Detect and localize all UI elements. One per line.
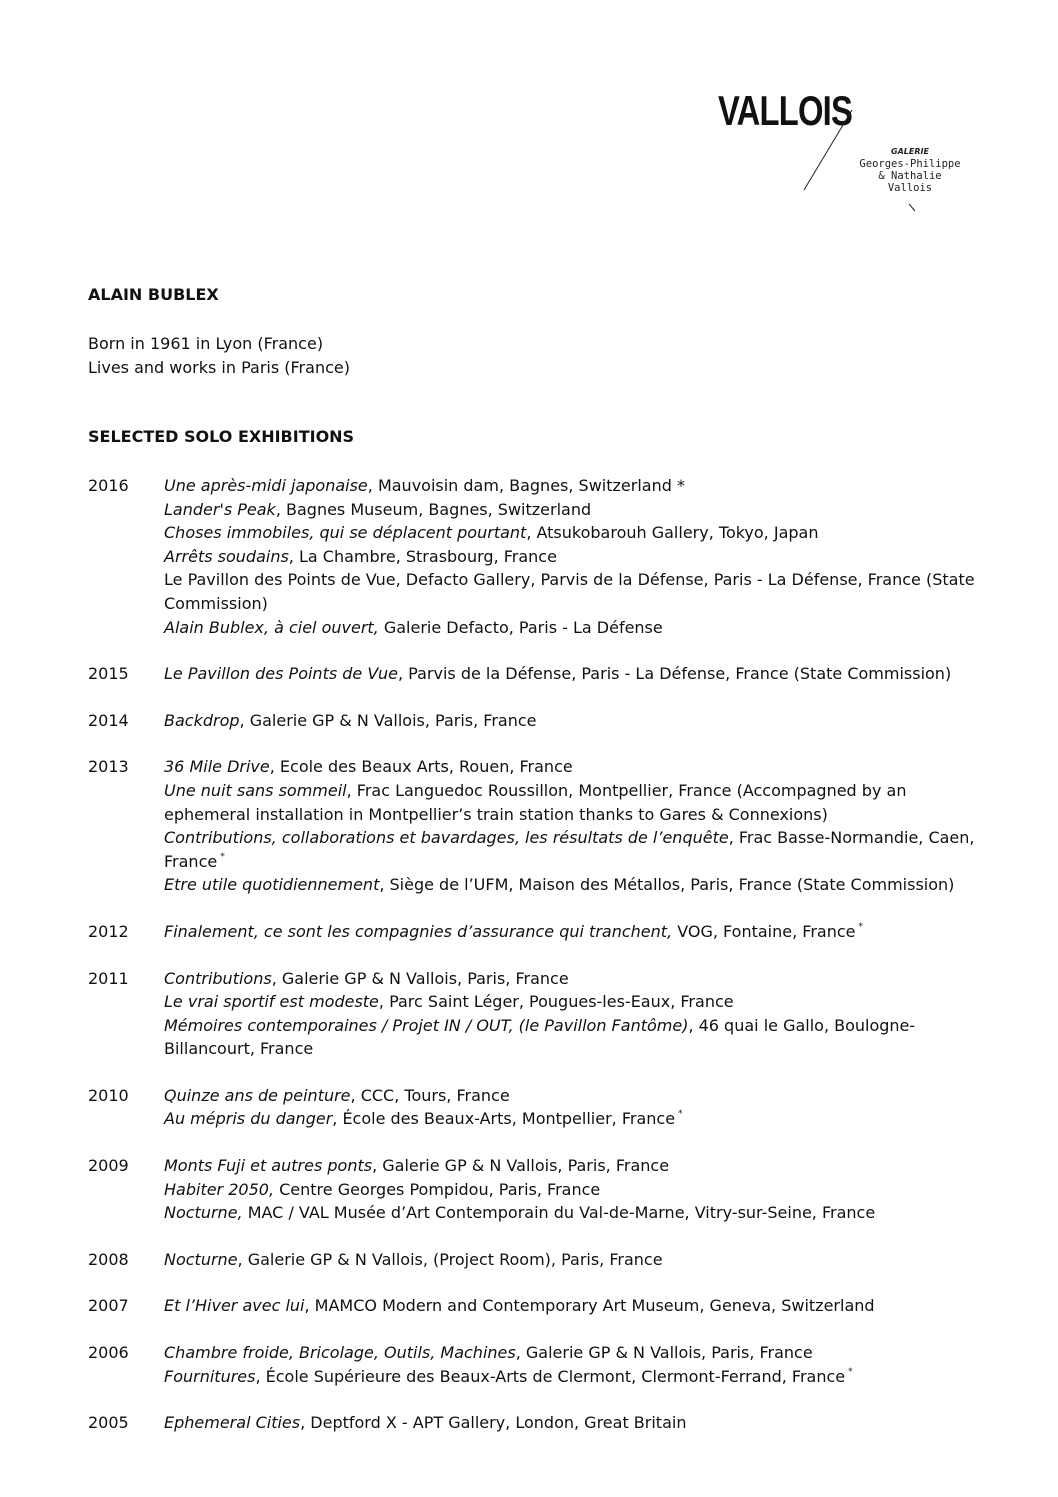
- exhibition-title: Fournitures: [164, 1366, 256, 1386]
- exhibition-venue: , Galerie GP & N Vallois, (Project Room), Paris, France: [237, 1249, 663, 1269]
- year-block: [88, 709, 988, 733]
- exhibition-entry: [164, 568, 988, 615]
- exhibition-year: 2011: [88, 968, 129, 988]
- year-block: [88, 1154, 988, 1225]
- exhibition-title: 36 Mile Drive: [164, 757, 270, 777]
- exhibition-items: [164, 920, 988, 944]
- exhibition-title: Alain Bublex, à ciel ouvert,: [164, 617, 379, 637]
- exhibition-entry: [164, 662, 988, 686]
- exhibition-items: [164, 967, 988, 1061]
- exhibition-title: Backdrop: [164, 710, 240, 730]
- exhibition-entry: [164, 521, 988, 545]
- exhibition-title: Une après-midi japonaise: [164, 476, 368, 495]
- exhibition-items: [164, 1248, 988, 1272]
- exhibition-title: Nocturne,: [164, 1203, 243, 1223]
- exhibition-year: 2008: [88, 1249, 129, 1269]
- exhibition-year: 2009: [88, 1156, 129, 1176]
- year-block: [88, 1294, 988, 1318]
- year-block: [88, 1084, 988, 1131]
- exhibition-venue: , Galerie GP & N Vallois, Paris, France: [271, 968, 569, 988]
- exhibition-title: Contributions: [164, 968, 272, 988]
- exhibition-entry: [164, 498, 988, 522]
- logo-subtitle: [840, 146, 980, 194]
- exhibition-entry: [164, 1178, 988, 1202]
- footnote-mark: *: [678, 1109, 683, 1120]
- exhibition-venue: , Parc Saint Léger, Pougues-les-Eaux, France: [378, 992, 734, 1012]
- exhibition-list: [88, 474, 988, 1458]
- exhibition-entry: [164, 616, 988, 640]
- logo-line3: Vallois: [887, 182, 933, 194]
- exhibition-title: Arrêts soudains: [164, 546, 289, 566]
- logo-wordmark: VALLOIS: [718, 87, 853, 134]
- artist-bio: [88, 332, 350, 380]
- exhibition-title: Monts Fuji et autres ponts: [164, 1156, 373, 1176]
- exhibition-year: 2005: [88, 1413, 129, 1433]
- artist-name: ALAIN BUBLEX: [88, 285, 219, 304]
- exhibition-entry: [164, 990, 988, 1014]
- exhibition-entry: [164, 779, 988, 826]
- exhibition-venue: , Deptford X - APT Gallery, London, Great Britain: [300, 1413, 687, 1433]
- exhibition-year: 2006: [88, 1343, 129, 1363]
- exhibition-entry: [164, 1201, 988, 1225]
- exhibition-title: Mémoires contemporaines / Projet IN / OUT, (le Pavillon Fantôme): [164, 1015, 689, 1035]
- exhibition-entry: [164, 967, 988, 991]
- exhibition-year: 2016: [88, 476, 129, 495]
- exhibition-year: 2015: [88, 664, 129, 684]
- exhibition-items: [164, 662, 988, 686]
- exhibition-entry: [164, 826, 988, 873]
- exhibition-entry: [164, 873, 988, 897]
- exhibition-entry: [164, 1107, 988, 1131]
- exhibition-venue: , MAMCO Modern and Contemporary Art Museum, Geneva, Switzerland: [304, 1296, 875, 1316]
- year-block: [88, 1411, 988, 1435]
- exhibition-items: [164, 755, 988, 897]
- year-block: [88, 474, 988, 639]
- footnote-mark: *: [848, 1366, 853, 1377]
- exhibition-title: Contributions, collaborations et bavardages, les résultats de l’enquête: [164, 828, 729, 848]
- exhibition-title: Nocturne: [164, 1249, 238, 1269]
- exhibition-title: Au mépris du danger: [164, 1109, 333, 1129]
- exhibition-year: 2010: [88, 1085, 129, 1105]
- exhibition-entry: [164, 1248, 988, 1272]
- year-block: [88, 1341, 988, 1388]
- year-block: [88, 1248, 988, 1272]
- exhibition-venue: , Parvis de la Défense, Paris - La Défense, France (State Commission): [398, 664, 952, 684]
- residence-info: Lives and works in Paris (France): [88, 358, 350, 377]
- exhibition-venue: , Galerie GP & N Vallois, Paris, France: [515, 1343, 813, 1363]
- exhibition-year: 2013: [88, 757, 129, 777]
- exhibition-title: Et l’Hiver avec lui: [164, 1296, 305, 1316]
- exhibition-title: Ephemeral Cities: [164, 1413, 301, 1433]
- exhibition-venue: , Bagnes Museum, Bagnes, Switzerland: [275, 499, 592, 519]
- exhibition-venue: , École Supérieure des Beaux-Arts de Clermont, Clermont-Ferrand, France: [255, 1366, 846, 1386]
- exhibition-venue: , Galerie GP & N Vallois, Paris, France: [239, 710, 537, 730]
- exhibition-title: Le vrai sportif est modeste: [164, 992, 379, 1012]
- exhibition-items: [164, 474, 988, 639]
- exhibition-venue: MAC / VAL Musée d’Art Contemporain du Val-de-Marne, Vitry-sur-Seine, France: [242, 1203, 876, 1223]
- exhibition-entry: [164, 1341, 988, 1365]
- footnote-mark: *: [858, 921, 863, 932]
- exhibition-venue: , Atsukobarouh Gallery, Tokyo, Japan: [526, 523, 819, 543]
- exhibition-entry: [164, 545, 988, 569]
- exhibition-venue: Le Pavillon des Points de Vue, Defacto Gallery, Parvis de la Défense, Paris - La Défense, France (State Commission): [164, 570, 975, 613]
- exhibition-items: [164, 1154, 988, 1225]
- exhibition-year: 2007: [88, 1296, 129, 1316]
- exhibition-venue: Galerie Defacto, Paris - La Défense: [378, 617, 663, 637]
- exhibition-title: Une nuit sans sommeil: [164, 780, 347, 800]
- gallery-logo: [690, 88, 990, 218]
- logo-line2: & Nathalie: [878, 170, 942, 182]
- logo-galerie: GALERIE: [891, 147, 929, 156]
- exhibition-entry: [164, 1084, 988, 1108]
- exhibition-title: Quinze ans de peinture: [164, 1085, 351, 1105]
- exhibition-entry: [164, 474, 988, 498]
- exhibition-title: Lander's Peak: [164, 499, 276, 519]
- exhibition-title: Finalement, ce sont les compagnies d’assurance qui tranchent,: [164, 921, 673, 941]
- exhibition-year: 2012: [88, 921, 129, 941]
- exhibition-venue: , École des Beaux-Arts, Montpellier, France: [332, 1109, 676, 1129]
- exhibition-venue: , Mauvoisin dam, Bagnes, Switzerland *: [367, 476, 685, 495]
- exhibition-entry: [164, 1014, 988, 1061]
- exhibition-items: [164, 1294, 988, 1318]
- exhibition-venue: , Galerie GP & N Vallois, Paris, France: [372, 1156, 670, 1176]
- exhibition-items: [164, 1084, 988, 1131]
- exhibition-venue: , Siège de l’UFM, Maison des Métallos, Paris, France (State Commission): [379, 875, 955, 895]
- exhibition-entry: [164, 1294, 988, 1318]
- year-block: [88, 662, 988, 686]
- year-block: [88, 920, 988, 944]
- exhibition-venue: Centre Georges Pompidou, Paris, France: [274, 1179, 601, 1199]
- year-block: [88, 755, 988, 897]
- section-title: SELECTED SOLO EXHIBITIONS: [88, 427, 355, 446]
- exhibition-venue: , 46 quai le Gallo, Boulogne-Billancourt, France: [164, 1015, 916, 1059]
- exhibition-entry: [164, 709, 988, 733]
- exhibition-year: 2014: [88, 710, 129, 730]
- exhibition-entry: [164, 920, 988, 944]
- exhibition-title: Choses immobiles, qui se déplacent pourtant: [164, 523, 527, 543]
- birth-info: Born in 1961 in Lyon (France): [88, 334, 324, 353]
- exhibition-entry: [164, 1365, 988, 1389]
- footnote-mark: *: [220, 851, 225, 862]
- exhibition-items: [164, 709, 988, 733]
- exhibition-venue: , CCC, Tours, France: [350, 1085, 510, 1105]
- year-block: [88, 967, 988, 1061]
- exhibition-title: Le Pavillon des Points de Vue: [164, 664, 398, 684]
- exhibition-title: Etre utile quotidiennement: [164, 875, 380, 895]
- exhibition-items: [164, 1341, 988, 1388]
- logo-line1: Georges-Philippe: [859, 158, 961, 170]
- exhibition-title: Chambre froide, Bricolage, Outils, Machines: [164, 1343, 516, 1363]
- exhibition-venue: , Ecole des Beaux Arts, Rouen, France: [269, 757, 573, 777]
- exhibition-venue: VOG, Fontaine, France: [672, 921, 856, 941]
- exhibition-entry: [164, 755, 988, 779]
- exhibition-title: Habiter 2050,: [164, 1179, 275, 1199]
- exhibition-entry: [164, 1411, 988, 1435]
- exhibition-venue: , Frac Languedoc Roussillon, Montpellier, France (Accompagned by an ephemeral installation in Montpellier’s train station thanks to Gares & Connexions): [164, 780, 907, 824]
- exhibition-venue: , Frac Basse-Normandie, Caen, France: [164, 828, 975, 871]
- exhibition-items: [164, 1411, 988, 1435]
- exhibition-entry: [164, 1154, 988, 1178]
- exhibition-venue: , La Chambre, Strasbourg, France: [288, 546, 557, 566]
